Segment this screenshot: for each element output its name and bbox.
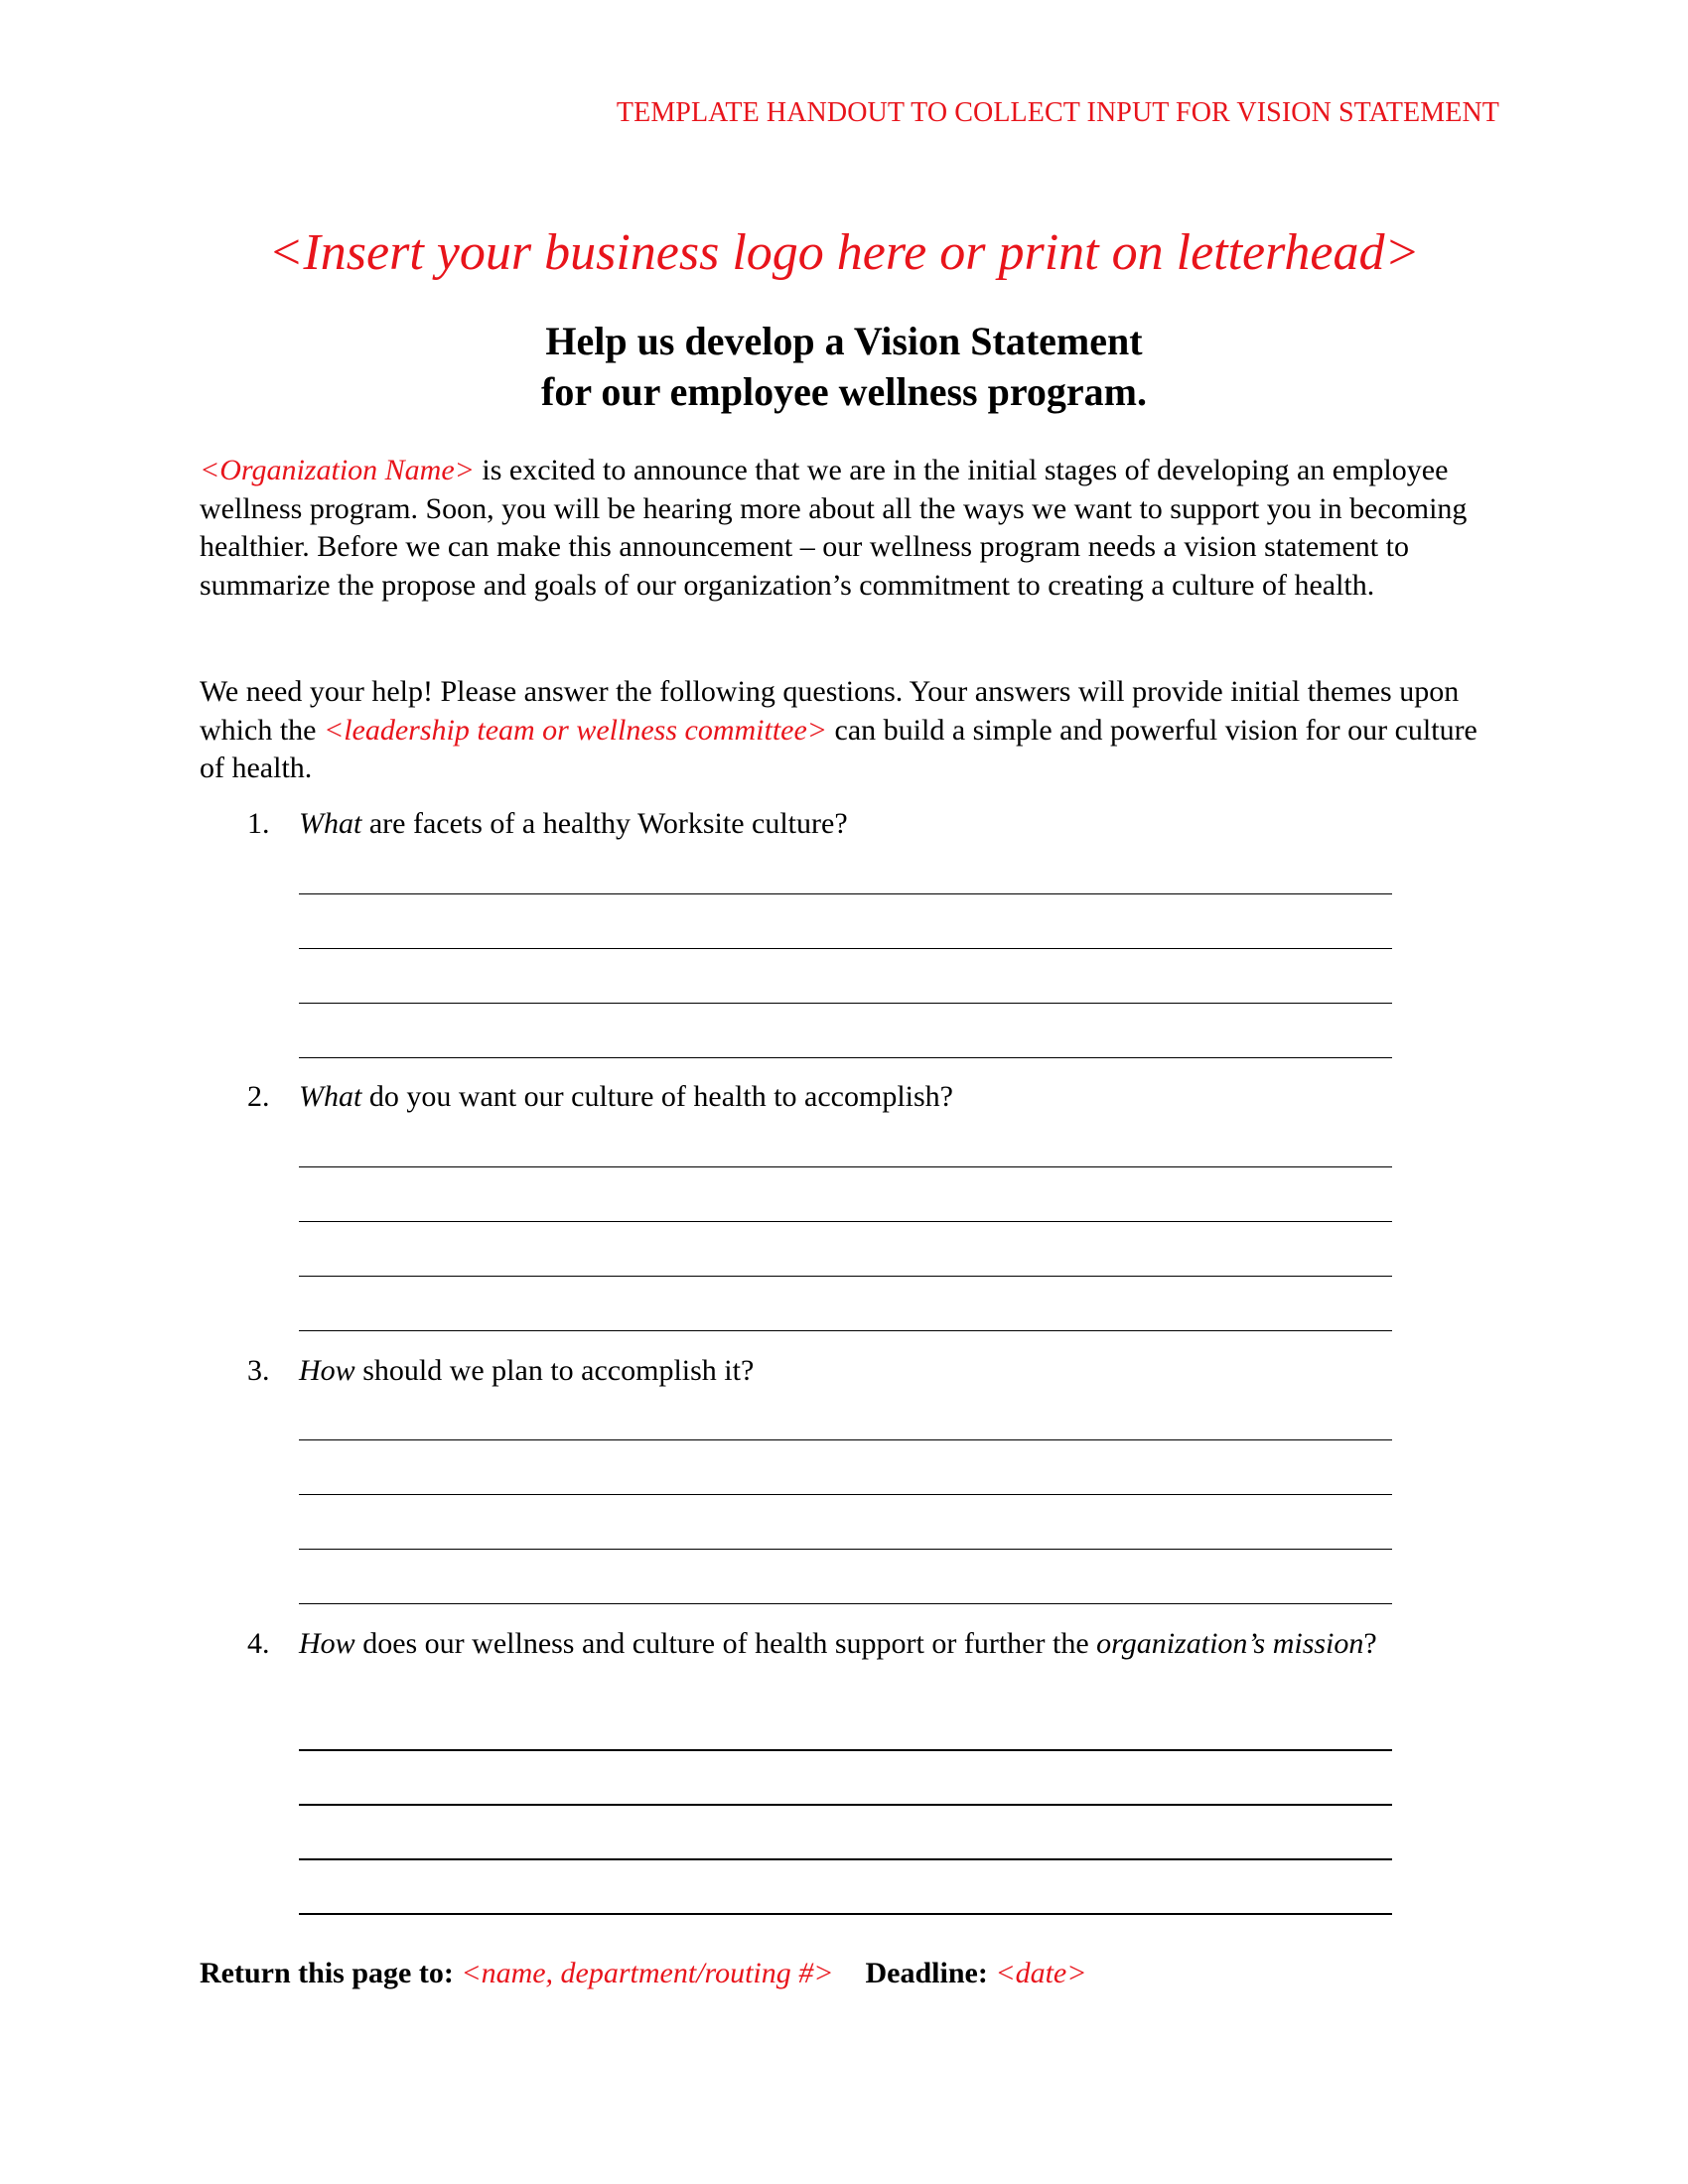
deadline-placeholder: <date> [995, 1957, 1087, 1989]
question-emphasis: organization’s mission [1096, 1627, 1364, 1660]
title-line-1: Help us develop a Vision Statement [545, 319, 1143, 363]
answer-line-1-1[interactable] [299, 893, 1392, 894]
answer-line-4-1[interactable] [299, 1749, 1392, 1751]
question-body: does our wellness and culture of health support or further the [354, 1627, 1097, 1660]
answer-line-2-4[interactable] [299, 1330, 1392, 1331]
help-request-text-before: We need your help! Please answer the following questions. Your answers will provide initial themes upon which the [200, 675, 1460, 747]
question-body: do you want our culture of health to accomplish? [361, 1080, 953, 1113]
answer-line-1-4[interactable] [299, 1057, 1392, 1058]
question-number: 1. [247, 807, 270, 840]
leadership-placeholder: <leadership team or wellness committee> [323, 713, 828, 747]
question-number: 3. [247, 1354, 270, 1387]
answer-line-4-2[interactable] [299, 1804, 1392, 1806]
answer-line-4-4[interactable] [299, 1913, 1392, 1915]
answer-line-2-3[interactable] [299, 1276, 1392, 1277]
question-text [299, 1352, 1441, 1391]
template-header-label: TEMPLATE HANDOUT TO COLLECT INPUT FOR VISION STATEMENT [616, 97, 1499, 128]
page-title [0, 316, 1688, 417]
question-body: are facets of a healthy Worksite culture? [361, 807, 848, 840]
help-request-text-after: can build a simple and powerful vision for our culture of health. [200, 713, 1477, 784]
question-body: should we plan to accomplish it? [354, 1354, 755, 1387]
answer-line-1-2[interactable] [299, 948, 1392, 949]
logo-placeholder: <Insert your business logo here or print on letterhead> [268, 224, 1420, 281]
title-line-2: for our employee wellness program. [541, 369, 1147, 414]
return-footer [200, 1957, 1086, 1990]
answer-line-2-1[interactable] [299, 1166, 1392, 1167]
intro-text: is excited to announce that we are in the initial stages of developing an employee wellness program. Soon, you will be hearing more about all the ways we want to support you in becoming healthier. Before we can make this announcement – our wellness program needs a vision statement to summarize the propose and goals of our organization’s commitment to creating a culture of health. [200, 454, 1468, 602]
help-request-paragraph [200, 673, 1490, 788]
deadline-label: Deadline: [865, 1957, 988, 1989]
answer-line-4-3[interactable] [299, 1858, 1392, 1860]
return-placeholder: <name, department/routing #> [461, 1957, 834, 1989]
question-number: 2. [247, 1080, 270, 1113]
answer-line-3-4[interactable] [299, 1603, 1392, 1604]
question-text [299, 1625, 1441, 1664]
answer-line-3-1[interactable] [299, 1439, 1392, 1440]
question-lead: How [299, 1354, 355, 1387]
question-lead: What [299, 1080, 362, 1113]
question-text [299, 805, 1441, 844]
intro-paragraph [200, 452, 1490, 605]
question-lead: How [299, 1627, 355, 1660]
organization-name-placeholder: <Organization Name> [200, 454, 475, 486]
answer-line-3-2[interactable] [299, 1494, 1392, 1495]
answer-line-1-3[interactable] [299, 1003, 1392, 1004]
question-end: ? [1363, 1627, 1377, 1660]
question-number: 4. [247, 1627, 270, 1660]
answer-line-2-2[interactable] [299, 1221, 1392, 1222]
question-lead: What [299, 807, 362, 840]
answer-line-3-3[interactable] [299, 1549, 1392, 1550]
question-text [299, 1078, 1441, 1117]
return-label: Return this page to: [200, 1957, 454, 1989]
